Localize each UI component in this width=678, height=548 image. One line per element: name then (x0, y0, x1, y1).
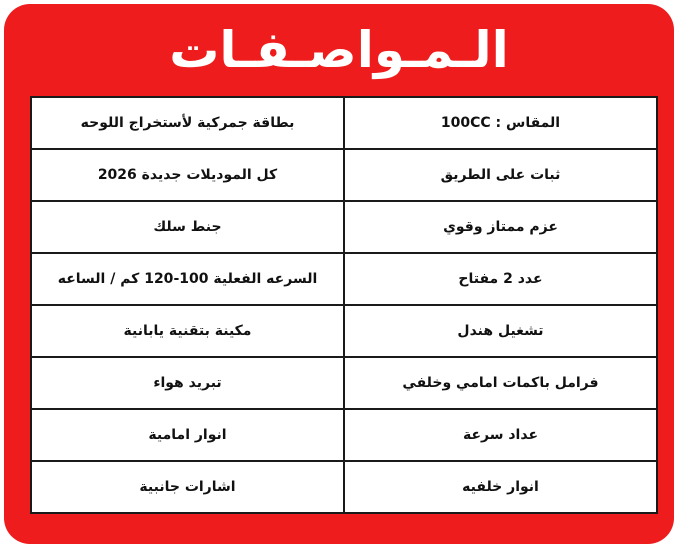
spec-cell-left: مكينة بتقنية يابانية (31, 305, 344, 357)
spec-cell-left: السرعه الفعلية 100-120 كم / الساعه (31, 253, 344, 305)
table-row (31, 409, 657, 461)
specs-card (4, 4, 674, 544)
specs-table (30, 96, 658, 514)
spec-cell-left: كل الموديلات جديدة 2026 (31, 149, 344, 201)
spec-cell-right: عزم ممتاز وقوي (344, 201, 657, 253)
table-row (31, 149, 657, 201)
spec-cell-right: ثبات على الطريق (344, 149, 657, 201)
table-row (31, 357, 657, 409)
spec-cell-left: اشارات جانبية (31, 461, 344, 513)
spec-cell-right: عداد سرعة (344, 409, 657, 461)
spec-cell-right: عدد 2 مفتاح (344, 253, 657, 305)
spec-cell-right: انوار خلفيه (344, 461, 657, 513)
spec-cell-left: جنط سلك (31, 201, 344, 253)
spec-cell-right: المقاس : 100CC (344, 97, 657, 149)
spec-cell-left: تبريد هواء (31, 357, 344, 409)
spec-cell-left: بطاقة جمركية لأستخراج اللوحه (31, 97, 344, 149)
page-title: الـمـواصـفـات (169, 21, 509, 79)
table-row (31, 253, 657, 305)
table-row (31, 97, 657, 149)
table-row (31, 461, 657, 513)
table-row (31, 201, 657, 253)
table-row (31, 305, 657, 357)
spec-cell-right: تشغيل هندل (344, 305, 657, 357)
spec-cell-left: انوار امامية (31, 409, 344, 461)
spec-cell-right: فرامل باكمات امامي وخلفي (344, 357, 657, 409)
